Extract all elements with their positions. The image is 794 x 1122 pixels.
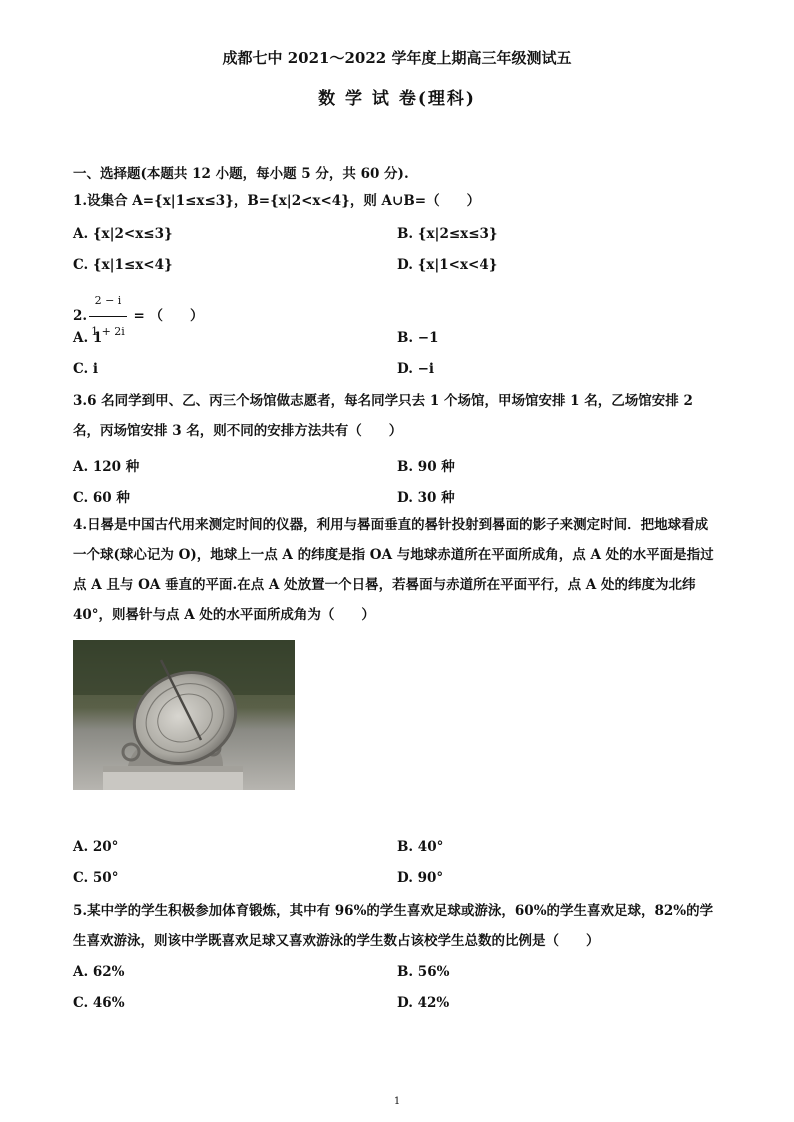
question-3-stem: 3.6 名同学到甲、乙、丙三个场馆做志愿者，每名同学只去 1 个场馆，甲场馆安排 1 名，乙场馆安排 2 名，丙场馆安排 3 名，则不同的安排方法共有（ ） xyxy=(73,393,693,439)
page-number: 1 xyxy=(393,1096,401,1107)
question-1-option-b: B. {x|2≤x≤3} xyxy=(397,226,498,242)
question-5-option-c: C. 46% xyxy=(73,995,125,1011)
question-1-option-c: C. {x|1≤x<4} xyxy=(73,257,173,273)
question-3-option-d: D. 30 种 xyxy=(397,490,455,506)
question-1-option-d: D. {x|1<x<4} xyxy=(397,257,498,273)
question-2-option-c: C. i xyxy=(73,361,99,377)
sundial-illustration xyxy=(73,640,295,790)
question-2-option-b: B. −1 xyxy=(397,330,439,346)
question-4-option-c: C. 50° xyxy=(73,870,119,886)
question-2-option-a: A. 1 xyxy=(73,330,103,346)
question-4-stem: 4.日晷是中国古代用来测定时间的仪器，利用与晷面垂直的晷针投射到晷面的影子来测定时间．把地球看成一个球(球心记为 O)，地球上一点 A 的纬度是指 OA 与地球赤道所在平面所成角，点 A 处的水平面是指过点 A 且与 OA 垂直的平面.在点 A 处放置一个日晷，若晷面与赤道所在平面平行，点 A 处的纬度为北纬 40°，则晷针与点 A 处的水平面所成角为（ ） xyxy=(73,517,714,623)
question-5-option-a: A. 62% xyxy=(73,964,125,980)
exam-subtitle: 数 学 试 卷(理科) xyxy=(318,89,476,109)
question-5-option-b: B. 56% xyxy=(397,964,450,980)
question-4-option-d: D. 90° xyxy=(397,870,444,886)
question-3-option-b: B. 90 种 xyxy=(397,459,455,475)
question-2-numerator: 2 − i xyxy=(89,286,127,317)
question-5-option-d: D. 42% xyxy=(397,995,450,1011)
question-2-suffix: = （ ） xyxy=(128,308,204,324)
question-4-option-b: B. 40° xyxy=(397,839,444,855)
question-2-denominator: 1 + 2i xyxy=(91,325,125,338)
question-3-option-a: A. 120 种 xyxy=(73,459,140,475)
question-3-option-c: C. 60 种 xyxy=(73,490,130,506)
question-1-stem: 1.设集合 A={x|1≤x≤3}，B={x|2<x<4}，则 A∪B=（ ） xyxy=(73,193,481,209)
question-2-prefix: 2. xyxy=(73,308,88,324)
section-header: 一、选择题(本题共 12 小题，每小题 5 分，共 60 分). xyxy=(73,166,409,182)
question-5-stem: 5.某中学的学生积极参加体育锻炼，其中有 96%的学生喜欢足球或游泳，60%的学生喜欢足球，82%的学生喜欢游泳，则该中学既喜欢足球又喜欢游泳的学生数占该校学生总数的比例是（ ） xyxy=(73,903,714,949)
sundial-photo xyxy=(73,640,295,790)
exam-title: 成都七中 2021～2022 学年度上期高三年级测试五 xyxy=(222,49,572,67)
question-4-option-a: A. 20° xyxy=(73,839,119,855)
question-2-option-d: D. −i xyxy=(397,361,435,377)
question-1-option-a: A. {x|2<x≤3} xyxy=(73,226,173,242)
